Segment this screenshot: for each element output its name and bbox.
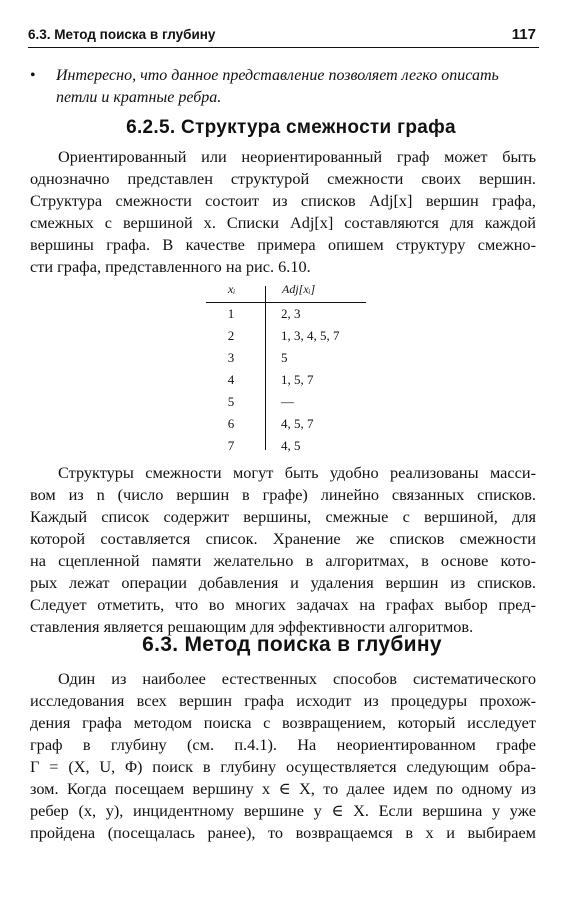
- vertex-cell: 6: [227, 416, 235, 431]
- vertex-cell: 1: [227, 306, 235, 321]
- column-header-vertex: xᵢ: [228, 282, 236, 296]
- text-line: Ориентированный или неориентированный граф может быть: [58, 147, 536, 166]
- adjacency-cell: 4, 5: [281, 438, 301, 453]
- text-line: ребер (x, y), инцидентному вершине y ∈ X. Если вершина y уже: [30, 801, 536, 820]
- vertex-cell: 2: [227, 328, 235, 343]
- text-line: которой составляется список. Хранение же списков смежности: [30, 529, 536, 548]
- section-heading-6-3: 6.3. Метод поиска в глубину: [142, 633, 442, 656]
- adjacency-cell: —: [281, 394, 294, 409]
- table-row: [206, 328, 366, 350]
- text-line: сти графа, представленного на рис. 6.10.: [30, 257, 311, 276]
- text-line: пройдена (посещалась ранее), то возвращаемся в x и выбираем: [30, 823, 536, 842]
- table-row: [206, 438, 366, 460]
- column-header-adjacency: Adj[xᵢ]: [282, 282, 316, 296]
- text-line: вом из n (число вершин в графе) линейно связанных списков.: [30, 485, 536, 504]
- text-line: рых лежат операции добавления и удаления вершин из списков.: [30, 573, 536, 592]
- table-row: [206, 372, 366, 394]
- text-line: зом. Когда посещаем вершину x ∈ X, то далее идем по одному из: [30, 779, 536, 798]
- adjacency-cell: 2, 3: [281, 306, 301, 321]
- adjacency-cell: 1, 5, 7: [281, 372, 314, 387]
- adjacency-cell: 1, 3, 4, 5, 7: [281, 328, 340, 343]
- bullet-line: петли и кратные ребра.: [56, 88, 222, 106]
- page-number: 117: [511, 26, 536, 43]
- text-line: смежных с вершиной x. Списки Adj[x] составляются для каждой: [30, 213, 536, 232]
- text-line: Γ = (X, U, Φ) поиск в глубину осуществляется следующим обра-: [30, 757, 536, 776]
- bullet-line: Интересно, что данное представление позволяет легко описать: [56, 67, 499, 84]
- bullet-mark: •: [30, 67, 36, 84]
- table-row: [206, 394, 366, 416]
- vertex-cell: 7: [227, 438, 235, 453]
- table-row: [206, 350, 366, 372]
- text-line: Структуры смежности могут быть удобно реализованы масси-: [58, 463, 536, 482]
- text-line: Один из наиболее естественных способов систематического: [58, 669, 536, 688]
- text-line: Следует отметить, что во многих задачах на графах выбор пред-: [30, 595, 536, 614]
- text-line: исследования всех вершин графа исходит из процедуры прохож-: [30, 691, 536, 710]
- table-header-rule: [206, 302, 366, 303]
- adjacency-cell: 4, 5, 7: [281, 416, 314, 431]
- adjacency-cell: 5: [281, 350, 288, 365]
- text-line: граф в глубину (см. п.4.1). На неориентированном графе: [30, 735, 536, 754]
- table-row: [206, 306, 366, 328]
- text-line: дения графа методом поиска с возвращением, который исследует: [30, 713, 536, 732]
- text-line: ставления является решающим для эффективности алгоритмов.: [30, 617, 474, 636]
- text-line: на сцепленной памяти желательно в алгоритмах, в основе кото-: [30, 551, 536, 570]
- adjacency-table: [206, 282, 366, 452]
- running-header-title: 6.3. Метод поиска в глубину: [28, 27, 216, 42]
- vertex-cell: 4: [227, 372, 235, 387]
- text-line: Каждый список содержит вершины, смежные с вершиной, для: [30, 507, 536, 526]
- running-header: [28, 27, 539, 48]
- section-heading-6-2-5: 6.2.5. Структура смежности графа: [126, 117, 456, 138]
- vertex-cell: 5: [227, 394, 235, 409]
- table-row: [206, 416, 366, 438]
- text-line: однозначно представлен структурой смежности своих вершин.: [30, 169, 536, 188]
- vertex-cell: 3: [227, 350, 235, 365]
- text-line: Структура смежности состоит из списков Adj[x] вершин графа,: [30, 191, 536, 210]
- text-line: вершины графа. В качестве примера опишем структуру смежно-: [30, 235, 536, 254]
